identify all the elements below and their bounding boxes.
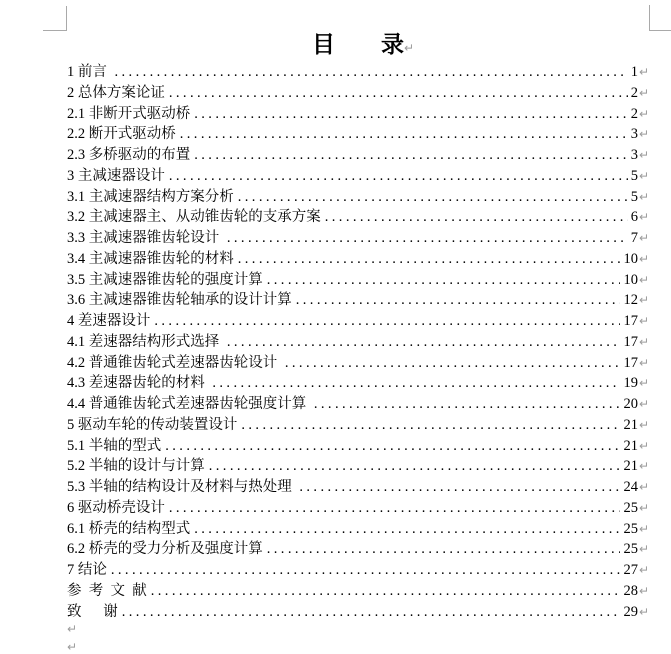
paragraph-mark-icon: ↵ [638, 355, 649, 370]
toc-entry-label: 2.3 多桥驱动的布置 [67, 147, 191, 163]
toc-entry-label: 5.2 半轴的设计与计算 [67, 458, 205, 475]
toc-dot-leader [325, 209, 628, 226]
toc-entry[interactable] [67, 351, 649, 372]
toc-page-number: 25 [623, 520, 638, 537]
toc-page-number: 17 [623, 333, 638, 350]
toc-entry-label: 4 差速器设计 [67, 313, 151, 329]
toc-entry-label: 6.1 桥壳的结构型式 [67, 520, 191, 537]
toc-dot-leader [227, 334, 621, 351]
toc-page-number: 17 [623, 313, 638, 329]
toc-entry-label: 5.3 半轴的结构设计及材料与热处理 [67, 479, 296, 495]
toc-entry[interactable] [67, 537, 649, 558]
toc-dot-leader [169, 168, 628, 185]
document-body [67, 30, 649, 654]
toc-page-number: 21 [623, 416, 638, 433]
paragraph-mark-icon: ↵ [638, 334, 649, 349]
toc-entry[interactable] [67, 102, 649, 123]
paragraph-mark-icon: ↵ [67, 640, 78, 654]
paragraph-mark-icon: ↵ [638, 189, 649, 204]
toc-entry[interactable] [67, 371, 649, 392]
toc-entry[interactable] [67, 309, 649, 330]
paragraph-mark-icon: ↵ [638, 500, 649, 515]
paragraph-mark-icon: ↵ [638, 293, 649, 308]
toc-entry-label: 4.2 普通锥齿轮式差速器齿轮设计 [67, 354, 281, 371]
text-boundary-mark-top-left-icon [43, 6, 67, 31]
toc-page-number: 3 [630, 147, 638, 163]
paragraph-mark-icon: ↵ [638, 168, 649, 183]
toc-dot-leader [296, 292, 621, 309]
toc-entry-label: 5 驱动车轮的传动装置设计 [67, 416, 238, 433]
toc-entry[interactable] [67, 496, 649, 517]
paragraph-mark-icon: ↵ [638, 127, 649, 142]
toc-entry-label: 2.1 非断开式驱动桥 [67, 105, 191, 122]
paragraph-mark-icon: ↵ [638, 314, 649, 328]
toc-dot-leader [154, 313, 620, 330]
toc-entry[interactable] [67, 454, 649, 475]
toc-dot-leader [115, 64, 628, 81]
toc-page-number: 25 [623, 499, 638, 516]
toc-dot-leader [241, 417, 620, 434]
toc-page-number: 20 [623, 396, 638, 412]
toc-entry[interactable] [67, 600, 649, 621]
paragraph-mark-icon: ↵ [638, 251, 649, 266]
toc-dot-leader [111, 562, 621, 579]
toc-page-number: 12 [623, 292, 638, 309]
toc-page-number: 7 [630, 230, 638, 246]
paragraph-mark-icon: ↵ [638, 231, 649, 245]
toc-entry[interactable] [67, 143, 649, 164]
toc-dot-leader [194, 106, 627, 123]
toc-page-number: 29 [623, 603, 638, 620]
toc-dot-leader [238, 251, 621, 268]
toc-entry-label: 3.4 主减速器锥齿轮的材料 [67, 250, 234, 267]
toc-entry-label: 3.2 主减速器主、从动锥齿轮的支承方案 [67, 209, 321, 226]
paragraph-mark-icon: ↵ [638, 376, 649, 391]
toc-page-number: 25 [623, 541, 638, 558]
toc-page-number: 21 [623, 437, 638, 454]
toc-entry-label: 2 总体方案论证 [67, 84, 165, 101]
toc-page-number: 28 [623, 582, 638, 599]
empty-paragraph [67, 638, 649, 654]
toc-entry-label: 4.3 差速器齿轮的材料 [67, 375, 209, 392]
toc-entry[interactable] [67, 268, 649, 289]
toc-entry[interactable] [67, 247, 649, 268]
toc-entry[interactable] [67, 434, 649, 455]
paragraph-mark-icon: ↵ [638, 542, 649, 557]
toc-entry-label: 4.4 普通锥齿轮式差速器齿轮强度计算 [67, 396, 310, 412]
paragraph-mark-icon: ↵ [638, 583, 649, 598]
toc-dot-leader [209, 458, 621, 475]
paragraph-mark-icon: ↵ [638, 480, 649, 494]
paragraph-mark-icon: ↵ [638, 85, 649, 100]
toc-page-number: 5 [630, 167, 638, 184]
toc-entry[interactable] [67, 517, 649, 538]
toc-entry[interactable] [67, 185, 649, 206]
text-boundary-mark-top-right-icon [649, 5, 671, 31]
toc-dot-leader [122, 604, 621, 621]
toc-entry-label: 致 谢 [67, 603, 118, 620]
toc-entry[interactable] [67, 60, 649, 81]
toc-page-number: 17 [623, 354, 638, 371]
toc-entry-label: 6.2 桥壳的受力分析及强度计算 [67, 541, 263, 558]
toc-entry-label: 3.3 主减速器锥齿轮设计 [67, 230, 223, 246]
toc-dot-leader [180, 126, 628, 143]
toc-entry[interactable] [67, 330, 649, 351]
paragraph-mark-icon: ↵ [638, 563, 649, 577]
toc-page-number: 1 [630, 64, 638, 80]
toc-dot-leader [238, 189, 628, 206]
paragraph-mark-icon: ↵ [638, 65, 649, 79]
toc-dot-leader [212, 375, 620, 392]
toc-entry[interactable] [67, 122, 649, 143]
toc-dot-leader [151, 583, 621, 600]
toc-dot-leader [314, 396, 621, 413]
empty-paragraphs [67, 620, 649, 654]
paragraph-mark-icon: ↵ [638, 604, 649, 619]
toc-dot-leader [194, 147, 627, 164]
toc-dot-leader [267, 541, 621, 558]
toc-entry-label: 7 结论 [67, 562, 107, 578]
toc-title-row: 目 录↵ [312, 32, 415, 57]
toc-entry[interactable] [67, 475, 649, 496]
toc-entry-label: 参 考 文 献 [67, 582, 147, 599]
toc-entry[interactable] [67, 164, 649, 185]
toc-entry[interactable] [67, 288, 649, 309]
toc-title: 目 录 [312, 32, 404, 57]
toc-entry[interactable] [67, 81, 649, 102]
toc-page-number: 21 [623, 458, 638, 475]
toc-dot-leader [227, 230, 628, 247]
toc-entry-label: 6 驱动桥壳设计 [67, 499, 165, 516]
paragraph-mark-icon: ↵ [638, 210, 649, 225]
toc-entry-label: 2.2 断开式驱动桥 [67, 126, 176, 143]
toc-entry[interactable] [67, 392, 649, 413]
paragraph-mark-icon: ↵ [67, 622, 78, 637]
toc-entry-label: 1 前言 [67, 64, 111, 80]
paragraph-mark-icon: ↵ [638, 148, 649, 162]
paragraph-mark-icon: ↵ [638, 417, 649, 432]
toc-page-number: 27 [623, 562, 638, 578]
toc-dot-leader [194, 521, 620, 538]
toc-dot-leader [267, 272, 621, 289]
toc-dot-leader [299, 479, 620, 496]
toc-page-number: 6 [630, 209, 638, 226]
toc-page-number: 19 [623, 375, 638, 392]
empty-paragraph [67, 620, 649, 638]
toc-entry[interactable] [67, 558, 649, 579]
toc-entry-label: 3 主减速器设计 [67, 167, 165, 184]
toc-entry-label: 3.6 主减速器锥齿轮轴承的设计计算 [67, 292, 292, 309]
toc-page-number: 2 [630, 105, 638, 122]
toc-entry-label: 3.5 主减速器锥齿轮的强度计算 [67, 271, 263, 288]
paragraph-mark-icon: ↵ [638, 397, 649, 411]
paragraph-mark-icon: ↵ [638, 459, 649, 474]
toc-entry[interactable] [67, 413, 649, 434]
toc-entry-label: 5.1 半轴的型式 [67, 437, 162, 454]
toc-entry-label: 4.1 差速器结构形式选择 [67, 333, 223, 350]
toc-dot-leader [169, 85, 628, 102]
toc-entry[interactable] [67, 226, 649, 247]
toc-page-number: 10 [623, 271, 638, 288]
toc-dot-leader [169, 500, 621, 517]
toc-dot-leader [285, 355, 621, 372]
toc-page-number: 24 [623, 479, 638, 495]
toc-entry[interactable] [67, 579, 649, 600]
toc-list [67, 60, 649, 620]
toc-dot-leader [165, 438, 620, 455]
paragraph-mark-icon: ↵ [638, 272, 649, 287]
toc-page-number: 2 [630, 84, 638, 101]
paragraph-mark-icon: ↵ [638, 106, 649, 121]
toc-page-number: 3 [630, 126, 638, 143]
toc-page-number: 5 [630, 188, 638, 205]
toc-page-number: 10 [623, 250, 638, 267]
toc-entry-label: 3.1 主减速器结构方案分析 [67, 188, 234, 205]
paragraph-mark-icon: ↵ [638, 521, 649, 536]
toc-entry[interactable] [67, 205, 649, 226]
paragraph-mark-icon: ↵ [638, 438, 649, 453]
